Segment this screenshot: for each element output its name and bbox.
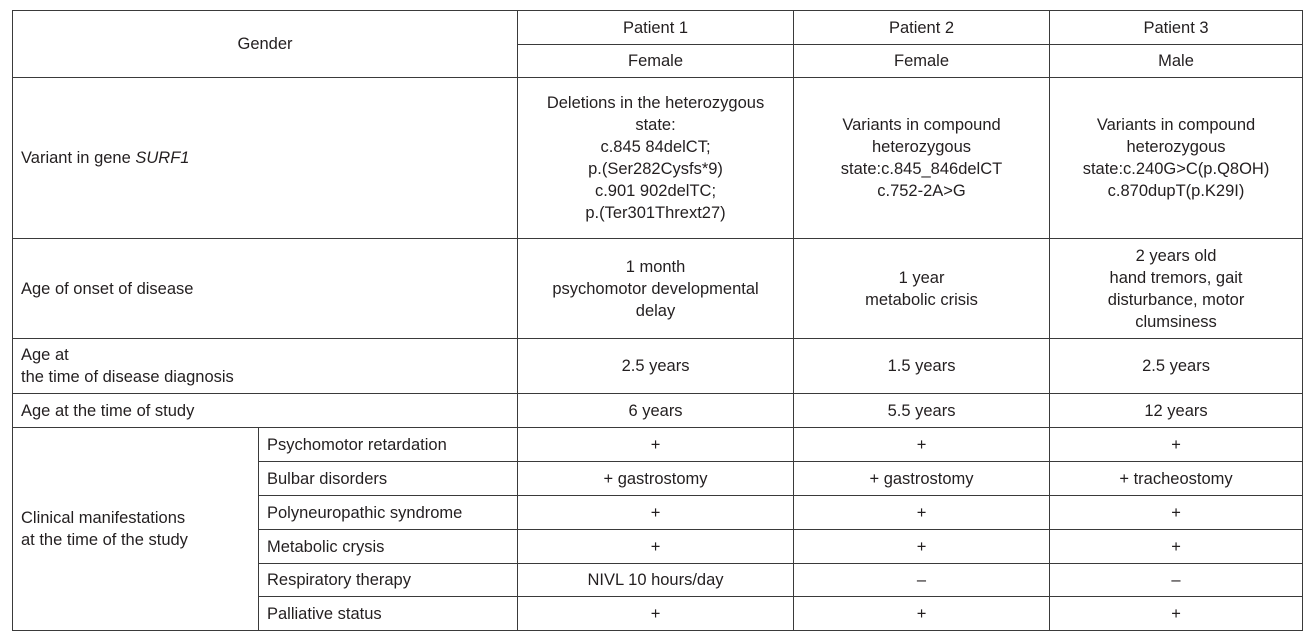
variant-p2-line: heterozygous xyxy=(871,138,972,156)
onset-p2-line: metabolic crisis xyxy=(865,290,978,309)
gender-header: Gender xyxy=(13,11,518,78)
clinical-item-name: Respiratory therapy xyxy=(259,564,518,597)
clinical-item-p2: + gastrostomy xyxy=(794,462,1050,496)
diagnosis-p1: 2.5 years xyxy=(518,339,794,394)
variant-p1-line: p.(Ter301Thrext27) xyxy=(585,204,726,222)
variant-p1-line: p.(Ser282Cysfs*9) xyxy=(588,160,723,178)
patient-1-header: Patient 1 xyxy=(518,11,794,45)
onset-p1-line: 1 month xyxy=(625,257,686,276)
clinical-item-p1: NIVL 10 hours/day xyxy=(518,564,794,597)
clinical-item-name: Psychomotor retardation xyxy=(259,428,518,462)
patients-table xyxy=(12,10,1303,631)
clinical-item-p2: + xyxy=(794,530,1050,564)
patient-1-gender: Female xyxy=(518,45,794,78)
variant-p1-line: c.901 902delTC; xyxy=(594,182,717,200)
clinical-item-p1: + xyxy=(518,496,794,530)
onset-label: Age of onset of disease xyxy=(13,239,518,339)
variant-p2-line: state:c.845_846delCT xyxy=(840,160,1003,178)
study-row xyxy=(13,394,1303,428)
clinical-item-p3: + tracheostomy xyxy=(1050,462,1303,496)
variant-p2-line: Variants in compound xyxy=(842,116,1001,134)
clinical-label-line: at the time of the study xyxy=(21,531,188,549)
variant-label-prefix: Variant in gene xyxy=(21,149,136,167)
variant-row xyxy=(13,78,1303,239)
clinical-item-p3: – xyxy=(1050,564,1303,597)
onset-p1-line: delay xyxy=(635,301,676,320)
onset-p3-line: disturbance, motor xyxy=(1107,290,1245,309)
onset-p1-line: psychomotor developmental xyxy=(552,279,759,298)
variant-p2 xyxy=(794,78,1050,239)
clinical-item-p2: – xyxy=(794,564,1050,597)
patient-2-gender: Female xyxy=(794,45,1050,78)
study-p2: 5.5 years xyxy=(794,394,1050,428)
variant-label xyxy=(13,78,518,239)
clinical-item-p2: + xyxy=(794,428,1050,462)
clinical-label-line: Clinical manifestations xyxy=(21,509,186,527)
variant-p1 xyxy=(518,78,794,239)
onset-p3-line: hand tremors, gait xyxy=(1109,268,1243,287)
clinical-item-p1: + xyxy=(518,597,794,631)
variant-p2-line: c.752-2A>G xyxy=(877,182,966,200)
clinical-item-p1: + gastrostomy xyxy=(518,462,794,496)
clinical-item-p2: + xyxy=(794,597,1050,631)
diagnosis-p3: 2.5 years xyxy=(1050,339,1303,394)
study-label: Age at the time of study xyxy=(13,394,518,428)
clinical-item-p3: + xyxy=(1050,597,1303,631)
patient-3-header: Patient 3 xyxy=(1050,11,1303,45)
clinical-item-name: Metabolic crysis xyxy=(259,530,518,564)
study-p1: 6 years xyxy=(518,394,794,428)
onset-row xyxy=(13,239,1303,339)
header-row-patients xyxy=(13,11,1303,45)
patient-3-gender: Male xyxy=(1050,45,1303,78)
clinical-item-name: Palliative status xyxy=(259,597,518,631)
variant-p3-line: state:c.240G>C(p.Q8OH) xyxy=(1082,160,1270,178)
onset-p3 xyxy=(1050,239,1303,339)
variant-label-gene: SURF1 xyxy=(135,149,190,167)
variant-p3 xyxy=(1050,78,1303,239)
clinical-label xyxy=(13,428,259,631)
variant-p1-line: c.845 84delCT; xyxy=(600,138,711,156)
clinical-item-p3: + xyxy=(1050,428,1303,462)
onset-p1 xyxy=(518,239,794,339)
diagnosis-row xyxy=(13,339,1303,394)
clinical-item-name: Bulbar disorders xyxy=(259,462,518,496)
clinical-item-p3: + xyxy=(1050,496,1303,530)
diagnosis-label-line: the time of disease diagnosis xyxy=(21,368,234,386)
diagnosis-label-line: Age at xyxy=(21,346,69,364)
onset-p2 xyxy=(794,239,1050,339)
variant-p3-line: heterozygous xyxy=(1126,138,1226,156)
variant-p3-line: c.870dupT(p.K29I) xyxy=(1107,182,1245,200)
diagnosis-label xyxy=(13,339,518,394)
onset-p2-line: 1 year xyxy=(898,268,945,287)
diagnosis-p2: 1.5 years xyxy=(794,339,1050,394)
patient-2-header: Patient 2 xyxy=(794,11,1050,45)
clinical-item-p1: + xyxy=(518,530,794,564)
onset-p3-line: 2 years old xyxy=(1135,246,1217,265)
study-p3: 12 years xyxy=(1050,394,1303,428)
clinical-row xyxy=(13,428,1303,462)
variant-p1-line: state: xyxy=(635,116,676,134)
variant-p1-line: Deletions in the heterozygous xyxy=(546,94,765,112)
clinical-item-p1: + xyxy=(518,428,794,462)
variant-p3-line: Variants in compound xyxy=(1096,116,1256,134)
onset-p3-line: clumsiness xyxy=(1135,312,1217,331)
clinical-item-name: Polyneuropathic syndrome xyxy=(259,496,518,530)
clinical-item-p3: + xyxy=(1050,530,1303,564)
clinical-item-p2: + xyxy=(794,496,1050,530)
